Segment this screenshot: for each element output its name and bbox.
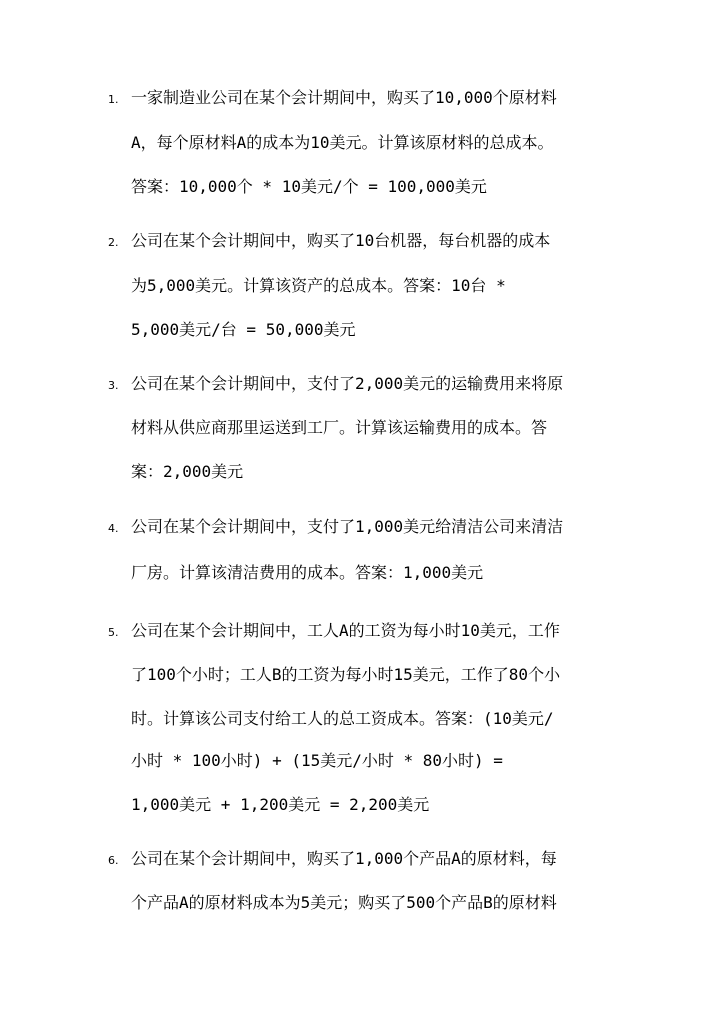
answer-text-line: 5,000美元/台 = 50,000美元 xyxy=(131,320,356,339)
question-text-line: 公司在某个会计期间中，购买了1,000个产品A的原材料，每 xyxy=(131,849,557,868)
question-number: 2. xyxy=(108,236,119,249)
answer-text-line: 案：2,000美元 xyxy=(131,462,244,481)
question-text-line: 公司在某个会计期间中，工人A的工资为每小时10美元，工作 xyxy=(131,621,560,640)
question-number: 1. xyxy=(108,93,119,106)
question-text-line: A，每个原材料A的成本为10美元。计算该原材料的总成本。 xyxy=(131,133,554,152)
question-text-line: 了100个小时；工人B的工资为每小时15美元，工作了80个小 xyxy=(131,665,561,684)
question-text-line: 公司在某个会计期间中，支付了1,000美元给清洁公司来清洁 xyxy=(131,517,564,536)
question-number: 5. xyxy=(108,626,119,639)
question-text-line: 公司在某个会计期间中，购买了10台机器，每台机器的成本 xyxy=(131,231,551,250)
answer-text-line: 1,000美元 + 1,200美元 = 2,200美元 xyxy=(131,795,430,814)
question-text-line: 时。计算该公司支付给工人的总工资成本。答案：(10美元/ xyxy=(131,709,554,728)
question-text-line: 一家制造业公司在某个会计期间中，购买了10,000个原材料 xyxy=(131,88,557,107)
answer-text-line: 小时 * 100小时) + (15美元/小时 * 80小时) = xyxy=(131,751,503,770)
question-text-line: 为5,000美元。计算该资产的总成本。答案：10台 * xyxy=(131,276,506,295)
question-number: 6. xyxy=(108,854,119,867)
question-text-line: 公司在某个会计期间中，支付了2,000美元的运输费用来将原 xyxy=(131,374,564,393)
question-number: 4. xyxy=(108,522,119,535)
question-number: 3. xyxy=(108,379,119,392)
question-text-line: 个产品A的原材料成本为5美元；购买了500个产品B的原材料 xyxy=(131,893,557,912)
answer-text-line: 答案：10,000个 * 10美元/个 = 100,000美元 xyxy=(131,177,487,196)
answer-text-line: 厂房。计算该清洁费用的成本。答案：1,000美元 xyxy=(131,563,484,582)
question-text-line: 材料从供应商那里运送到工厂。计算该运输费用的成本。答 xyxy=(131,418,548,437)
